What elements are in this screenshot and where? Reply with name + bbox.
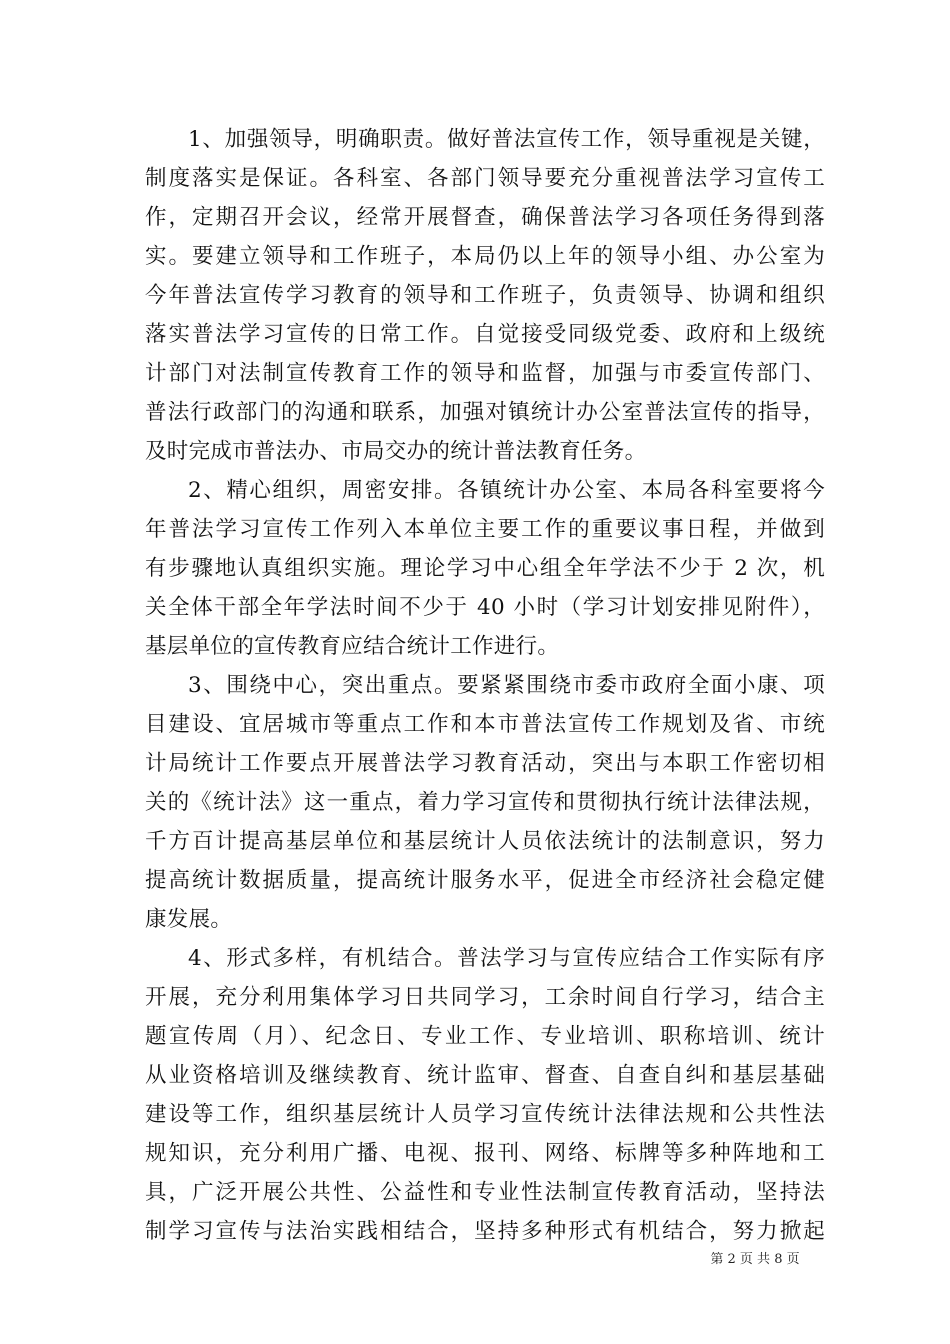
paragraph-4 — [145, 939, 825, 1251]
text-line: 题宣传周（月）、纪念日、专业工作、专业培训、职称培训、统计 — [145, 1024, 825, 1049]
text-line: 计局统计工作要点开展普法学习教育活动，突出与本职工作密切相 — [145, 751, 825, 776]
text-line: 及时完成市普法办、市局交办的统计普法教育任务。 — [145, 439, 647, 464]
page-footer — [0, 1248, 950, 1267]
text-line: 落实普法学习宣传的日常工作。自觉接受同级党委、政府和上级统 — [145, 322, 825, 347]
text-line: 4、形式多样，有机结合。普法学习与宣传应结合工作实际有序 — [188, 946, 825, 971]
text-line: 制度落实是保证。各科室、各部门领导要充分重视普法学习宣传工 — [145, 166, 825, 191]
paragraph-3 — [145, 666, 825, 939]
text-line: 计部门对法制宣传教育工作的领导和监督，加强与市委宣传部门、 — [145, 361, 825, 386]
text-line: 普法行政部门的沟通和联系，加强对镇统计办公室普法宣传的指导， — [145, 400, 825, 425]
text-line: 康发展。 — [145, 907, 233, 932]
text-line: 具，广泛开展公共性、公益性和专业性法制宣传教育活动，坚持法 — [145, 1180, 825, 1205]
text-line: 关全体干部全年学法时间不少于 40 小时（学习计划安排见附件）， — [145, 595, 825, 620]
text-line: 2、精心组织，周密安排。各镇统计办公室、本局各科室要将今 — [188, 478, 825, 503]
text-line: 今年普法宣传学习教育的领导和工作班子，负责领导、协调和组织 — [145, 283, 825, 308]
text-line: 从业资格培训及继续教育、统计监审、督查、自查自纠和基层基础 — [145, 1063, 825, 1088]
text-line: 年普法学习宣传工作列入本单位主要工作的重要议事日程，并做到 — [145, 517, 825, 542]
body-text — [145, 120, 825, 1251]
page-number: 第 2 页 共 8 页 — [710, 1252, 800, 1267]
text-line: 基层单位的宣传教育应结合统计工作进行。 — [145, 634, 560, 659]
paragraph-2 — [145, 471, 825, 666]
text-line: 有步骤地认真组织实施。理论学习中心组全年学法不少于 2 次，机 — [145, 556, 825, 581]
text-line: 千方百计提高基层单位和基层统计人员依法统计的法制意识，努力 — [145, 829, 825, 854]
text-line: 关的《统计法》这一重点，着力学习宣传和贯彻执行统计法律法规， — [145, 790, 825, 815]
paragraph-1 — [145, 120, 825, 471]
text-line: 制学习宣传与法治实践相结合，坚持多种形式有机结合，努力掀起 — [145, 1219, 825, 1244]
text-line: 作，定期召开会议，经常开展督查，确保普法学习各项任务得到落 — [145, 205, 825, 230]
text-line: 目建设、宜居城市等重点工作和本市普法宣传工作规划及省、市统 — [145, 712, 825, 737]
text-line: 1、加强领导，明确职责。做好普法宣传工作，领导重视是关键， — [188, 127, 825, 152]
text-line: 建设等工作，组织基层统计人员学习宣传统计法律法规和公共性法 — [145, 1102, 825, 1127]
text-line: 实。要建立领导和工作班子，本局仍以上年的领导小组、办公室为 — [145, 244, 825, 269]
text-line: 提高统计数据质量，提高统计服务水平，促进全市经济社会稳定健 — [145, 868, 825, 893]
text-line: 规知识，充分利用广播、电视、报刊、网络、标牌等多种阵地和工 — [145, 1141, 825, 1166]
text-line: 开展，充分利用集体学习日共同学习，工余时间自行学习，结合主 — [145, 985, 825, 1010]
text-line: 3、围绕中心，突出重点。要紧紧围绕市委市政府全面小康、项 — [188, 673, 825, 698]
